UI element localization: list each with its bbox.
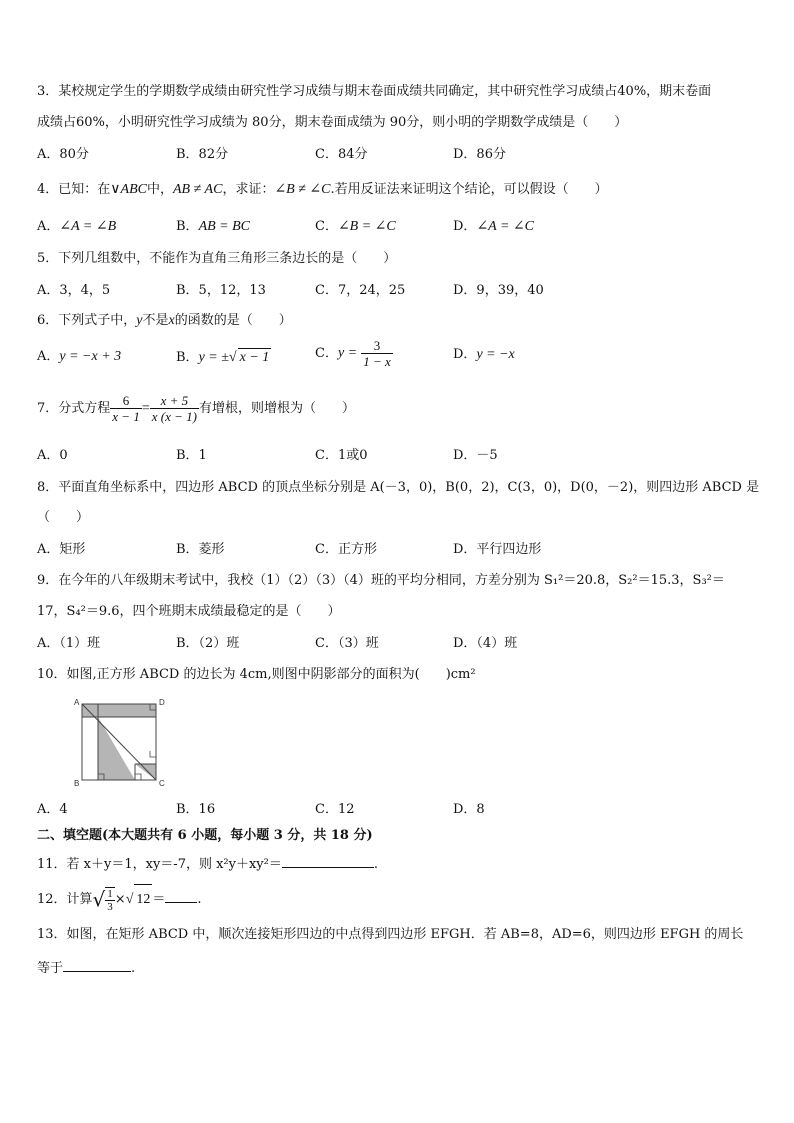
q10-label-b: B: [74, 779, 80, 788]
q9-stem-line1: 9．在今年的八年级期末考试中，我校（1）（2）（3）（4）班的平均分相同，方差分别为 S₁²＝20.8，S₂²＝15.3，S₃²＝: [37, 573, 725, 588]
q8-stem-line1: 8．平面直角坐标系中，四边形 ABCD 的顶点坐标分别是 A(－3，0)，B(0，2)，C(3，0)，D(0，－2)，则四边形 ABCD 是: [37, 480, 760, 495]
q13-answer-blank[interactable]: [63, 957, 131, 972]
q6-option-c-den: 1 − x: [363, 354, 391, 369]
q4-option-a-letter: A．: [37, 219, 60, 234]
q10-option-d: D．8: [453, 802, 485, 817]
q8-option-b: B．菱形: [176, 542, 225, 557]
q3-option-c: C．84分: [315, 147, 368, 162]
q12-end: .: [197, 892, 202, 907]
q7-stem: [37, 390, 355, 428]
q7-option-d: D．－5: [453, 448, 498, 463]
q12-fraction: [105, 887, 115, 913]
q7-f2-num: x + 5: [150, 393, 199, 409]
q12-num: 1: [107, 887, 113, 900]
q12-answer-blank[interactable]: [165, 888, 197, 903]
q4-option-d: [453, 218, 534, 236]
q6-option-a-letter: A．: [37, 349, 60, 364]
q10-label-d: D: [159, 698, 165, 707]
q6-option-b-radical: √ x − 1: [228, 350, 270, 365]
q7-fraction-2: [150, 393, 199, 424]
q4-option-b: [176, 218, 250, 236]
q6-option-a: [37, 348, 121, 366]
q7-f2-den: x (x − 1): [151, 409, 197, 424]
q12-sqrt-sign-1: √: [92, 887, 106, 912]
q4-mid2: ，求证：: [222, 182, 275, 197]
q10-option-a: A．4: [37, 802, 68, 817]
q6-option-c-pre: y =: [337, 345, 358, 361]
q6-option-d-expr: y = −x: [476, 347, 515, 362]
q10-label-c: C: [159, 779, 165, 788]
q6-var-y: y: [136, 313, 143, 328]
q7-equals: =: [141, 401, 150, 416]
q6-stem-a: 6．下列式子中，: [37, 313, 137, 328]
q4-suffix: .若用反证法来证明这个结论，可以假设（ ）: [330, 182, 608, 197]
q4-option-a-expr: ∠A = ∠B: [59, 219, 117, 234]
section-2-title: 二、填空题(本大题共有 6 小题，每小题 3 分，共 18 分): [37, 828, 373, 843]
q3-option-d: D．86分: [453, 147, 506, 162]
q10-label-a: A: [74, 698, 80, 707]
q4-option-d-letter: D．: [453, 219, 477, 234]
q4-option-b-letter: B．: [176, 219, 199, 234]
q6-var-x: x: [168, 313, 175, 328]
q12-radicand: 12: [134, 884, 152, 915]
q11-text: 11．若 x＋y＝1，xy＝-7，则 x²y＋xy²＝: [37, 857, 282, 872]
q13-end: .: [131, 961, 136, 976]
q6-stem: [37, 312, 292, 330]
q12-stem: [37, 884, 202, 915]
q5-stem: 5．下列几组数中，不能作为直角三角形三条边长的是（ ）: [37, 251, 397, 266]
q4-condition: AB ≠ AC: [173, 182, 223, 197]
q3-option-b: B．82分: [176, 147, 229, 162]
q6-option-b-pre: y = ±: [198, 350, 229, 365]
q10-option-c: C．12: [315, 802, 355, 817]
q6-option-c-letter: C．: [315, 346, 338, 361]
q7-prefix: 7．分式方程: [37, 401, 111, 416]
q6-stem-c: 的函数的是（ ）: [174, 313, 292, 328]
q9-option-c: C．（3）班: [315, 636, 379, 651]
q10-right-angle-mark-2: [150, 751, 156, 757]
q10-square-figure: [72, 695, 172, 791]
q6-option-d-letter: D．: [453, 347, 477, 362]
q3-stem-line2: 成绩占60%，小明研究性学习成绩为 80分，期末卷面成绩为 90分，则小明的学期数学成绩是（ ）: [37, 115, 628, 130]
q11-stem: [37, 853, 378, 874]
q12-times: ×: [114, 892, 126, 907]
q13-stem-line2: [37, 957, 135, 978]
q6-option-c-num: 3: [361, 338, 393, 354]
q3-option-a: A．80分: [37, 147, 89, 162]
q4-prefix: 4．已知：在: [37, 182, 111, 197]
q8-option-d: D．平行四边形: [453, 542, 542, 557]
q11-end: .: [373, 857, 379, 872]
q4-option-b-expr: AB = BC: [198, 219, 251, 234]
q9-stem-line2: 17，S₄²＝9.6，四个班期末成绩最稳定的是（ ）: [37, 604, 341, 619]
q12-den: 3: [107, 900, 113, 913]
q10-right-angle-mark-4: [135, 774, 141, 780]
q7-f1-den: x − 1: [112, 409, 140, 424]
q7-option-b: B．1: [176, 448, 207, 463]
q4-option-c: [315, 218, 396, 236]
q5-option-d: D．9，39，40: [453, 283, 544, 298]
q6-stem-b: 不是: [142, 313, 169, 328]
q12-sqrt-2: √ 12: [126, 892, 153, 907]
q10-shade-right-triangle: [135, 764, 156, 780]
q12-prefix: 12．计算: [37, 892, 93, 907]
q4-claim: ∠B ≠ ∠C: [274, 182, 331, 197]
q4-option-c-expr: ∠B = ∠C: [337, 219, 396, 234]
q10-stem: 10．如图,正方形 ABCD 的边长为 4cm,则图中阴影部分的面积为( )cm²: [37, 667, 476, 682]
q7-fraction-1: [110, 393, 142, 424]
q7-suffix: 有增根，则增根为（ ）: [198, 401, 355, 416]
q3-stem-line1: 3．某校规定学生的学期数学成绩由研究性学习成绩与期末卷面成绩共同确定，其中研究性学习成绩占40%，期末卷面: [37, 84, 712, 99]
q6-option-b: [176, 348, 271, 367]
q8-stem-line2: （ ）: [37, 510, 90, 525]
q6-option-d: [453, 346, 515, 364]
q6-option-c: [315, 338, 393, 369]
q4-mid1: 中，: [146, 182, 173, 197]
q13-stem-line1: 13．如图，在矩形 ABCD 中，顺次连接矩形四边的中点得到四边形 EFGH．若 AB=8，AD=6，则四边形 EFGH 的周长: [37, 927, 744, 942]
q10-option-b: B．16: [176, 802, 216, 817]
q6-option-b-letter: B．: [176, 350, 199, 365]
q6-option-a-expr: y = −x + 3: [59, 349, 122, 364]
q8-option-c: C．正方形: [315, 542, 377, 557]
q4-option-d-expr: ∠A = ∠C: [476, 219, 534, 234]
q13-prefix: 等于: [37, 961, 64, 976]
q4-triangle: ∨ABC: [110, 182, 147, 197]
q8-option-a: A．矩形: [37, 542, 86, 557]
q7-option-c: C．1或0: [315, 448, 368, 463]
q4-option-a: [37, 218, 116, 236]
q9-option-b: B．（2）班: [176, 636, 240, 651]
q4-stem: [37, 181, 608, 199]
q9-option-d: D．（4）班: [453, 636, 518, 651]
q7-f1-num: 6: [110, 393, 142, 409]
q6-option-c-fraction: [361, 338, 393, 369]
q11-answer-blank[interactable]: [282, 853, 374, 868]
q5-option-b: B．5，12，13: [176, 283, 266, 298]
q7-option-a: A．0: [37, 448, 68, 463]
q4-option-c-letter: C．: [315, 219, 338, 234]
q9-option-a: A．（1）班: [37, 636, 101, 651]
q12-equals: ＝: [152, 892, 166, 907]
q6-option-b-radicand: x − 1: [239, 350, 270, 365]
q5-option-a: A．3，4，5: [37, 283, 111, 298]
q5-option-c: C．7，24，25: [315, 283, 406, 298]
